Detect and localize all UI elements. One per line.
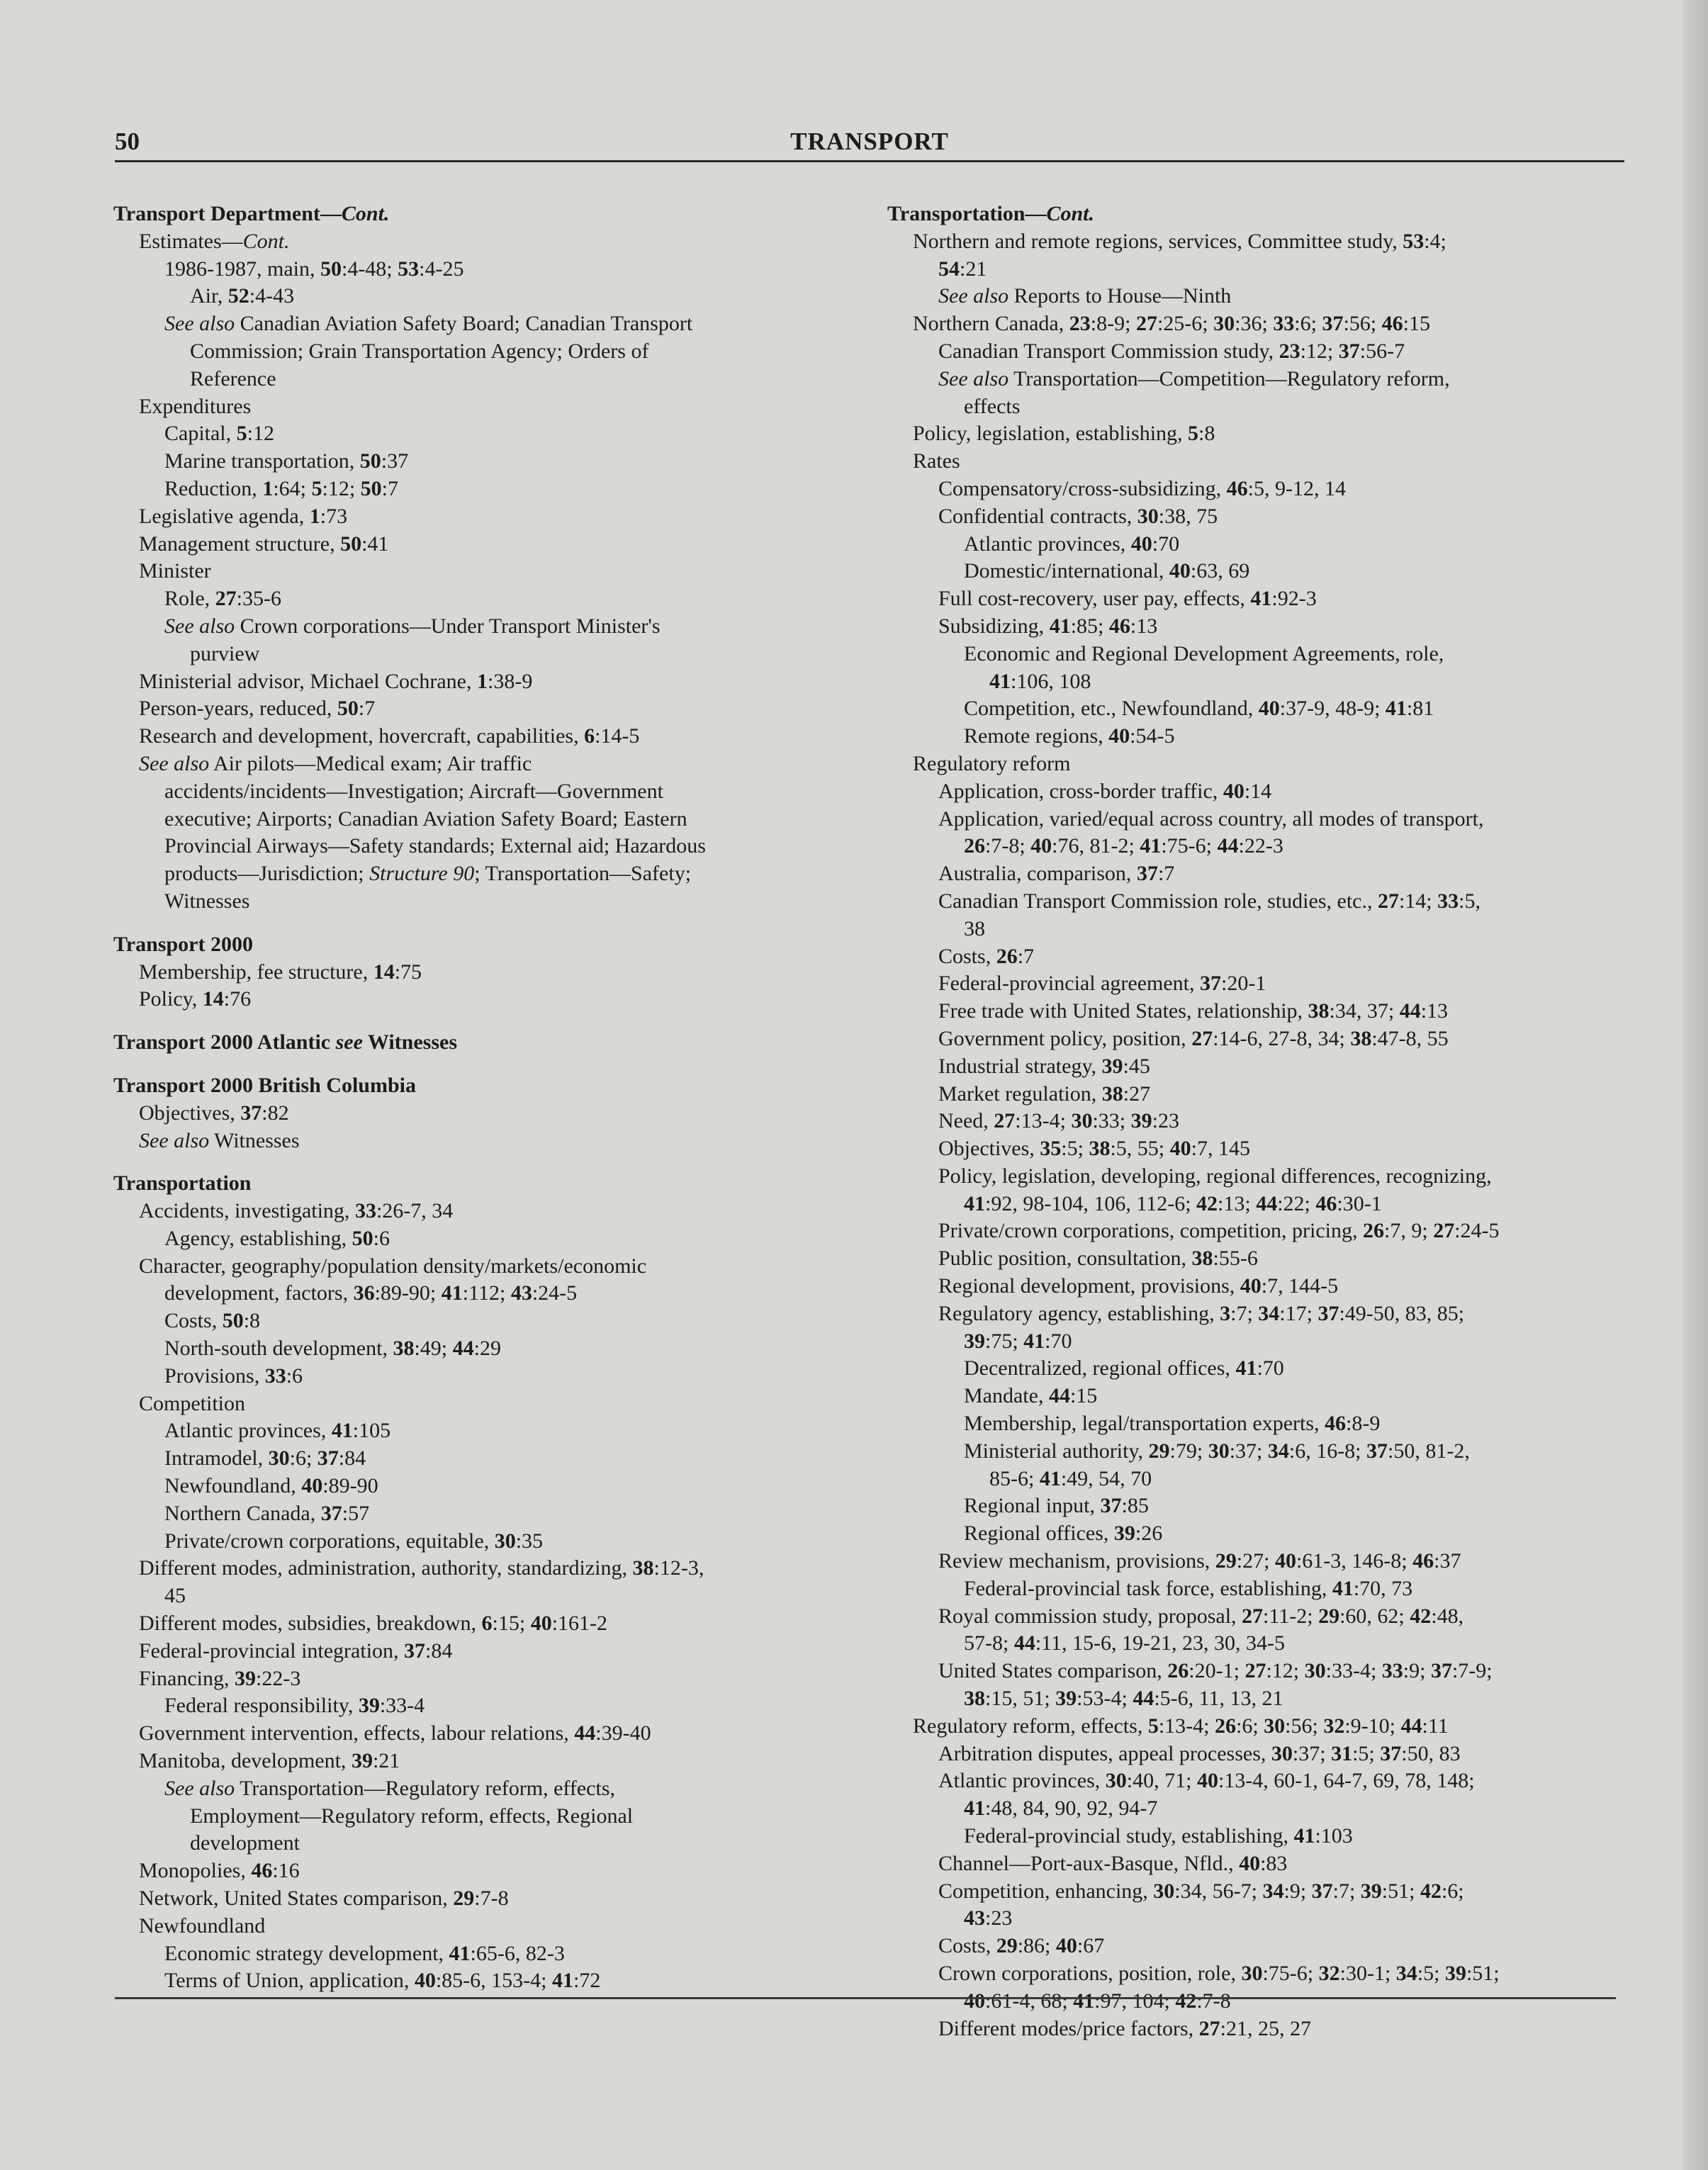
index-column-left [113,201,858,1995]
index-entry: Competition, enhancing, 30:34, 56-7; 34:9; 37:7; 39:51; 42:6; [938,1879,1464,1903]
index-entry: Private/crown corporations, equitable, 30:35 [164,1529,544,1553]
index-entry: 26:7-8; 40:76, 81-2; 41:75-6; 44:22-3 [964,834,1283,858]
index-entry: See also Canadian Aviation Safety Board; Canadian Transport [164,312,693,336]
index-entry: Commission; Grain Transportation Agency; Orders of [190,339,649,363]
index-entry: accidents/incidents—Investigation; Aircraft—Government [164,779,663,803]
index-heading: Transport 2000 Atlantic see Witnesses [113,1030,458,1055]
index-entry: 38:15, 51; 39:53-4; 44:5-6, 11, 13, 21 [964,1687,1283,1711]
index-entry: Network, United States comparison, 29:7-8 [139,1887,509,1911]
index-entry: Regional input, 37:85 [964,1494,1149,1518]
index-entry: Provisions, 33:6 [164,1364,303,1388]
index-entry: Legislative agenda, 1:73 [139,504,348,528]
index-entry: See also Reports to House—Ninth [938,284,1232,308]
index-entry: 41:106, 108 [989,669,1091,693]
index-entry: Federal-provincial task force, establishing, 41:70, 73 [964,1576,1413,1600]
index-entry: Membership, legal/transportation experts, 46:8-9 [964,1412,1381,1436]
index-column-right [887,201,1639,2042]
index-entry: Market regulation, 38:27 [938,1081,1151,1106]
index-entry: Remote regions, 40:54-5 [964,724,1175,748]
index-entry: Northern and remote regions, services, Committee study, 53:4; [913,229,1446,253]
entry-gap [113,1154,858,1170]
index-entry: Different modes, administration, authority, standardizing, 38:12-3, [139,1556,704,1580]
index-entry: executive; Airports; Canadian Aviation Safety Board; Eastern [164,806,687,831]
index-entry: Air, 52:4-43 [190,284,295,308]
index-entry: Reference [190,366,276,390]
index-entry: Atlantic provinces, 40:70 [964,532,1180,556]
index-entry: Competition, etc., Newfoundland, 40:37-9, 48-9; 41:81 [964,697,1434,721]
index-entry: United States comparison, 26:20-1; 27:12; 30:33-4; 33:9; 37:7-9; [938,1659,1493,1683]
index-entry: Policy, legislation, establishing, 5:8 [913,422,1215,446]
index-entry: 39:75; 41:70 [964,1329,1072,1353]
index-heading: Transportation—Cont. [887,202,1094,225]
index-entry: Northern Canada, 37:57 [164,1501,370,1525]
index-entry: Person-years, reduced, 50:7 [139,697,376,721]
index-entry: Private/crown corporations, competition, pricing, 26:7, 9; 27:24-5 [938,1219,1500,1243]
index-entry: See also Transportation—Competition—Regulatory reform, [938,366,1450,390]
index-entry: Government intervention, effects, labour relations, 44:39-40 [139,1721,651,1745]
index-entry: Decentralized, regional offices, 41:70 [964,1356,1284,1381]
entry-gap [113,916,858,931]
index-entry: Financing, 39:22-3 [139,1666,301,1690]
index-entry: 43:23 [964,1906,1013,1930]
entry-gap [113,1057,858,1072]
index-entry: Federal-provincial study, establishing, 41:103 [964,1824,1353,1848]
index-entry: Witnesses [164,889,250,913]
index-entry: Estimates—Cont. [139,229,290,253]
index-entry: Ministerial advisor, Michael Cochrane, 1:38-9 [139,669,533,693]
index-heading: Transport Department—Cont. [113,202,390,225]
index-entry: Objectives, 35:5; 38:5, 55; 40:7, 145 [938,1137,1250,1161]
index-entry: Public position, consultation, 38:55-6 [938,1247,1258,1271]
index-entry: Mandate, 44:15 [964,1384,1098,1408]
index-entry: 57-8; 44:11, 15-6, 19-21, 23, 30, 34-5 [964,1631,1286,1655]
index-entry: Need, 27:13-4; 30:33; 39:23 [938,1109,1179,1133]
index-entry: Royal commission study, proposal, 27:11-2; 29:60, 62; 42:48, [938,1604,1464,1628]
index-entry: See also Crown corporations—Under Transport Minister's [164,614,661,638]
page-number: 50 [115,128,140,155]
index-entry: Policy, legislation, developing, regional differences, recognizing, [938,1164,1492,1188]
index-entry: 85-6; 41:49, 54, 70 [989,1466,1152,1490]
index-entry: Review mechanism, provisions, 29:27; 40:61-3, 146-8; 46:37 [938,1549,1461,1573]
index-entry: Atlantic provinces, 30:40, 71; 40:13-4, 60-1, 64-7, 69, 78, 148; [938,1769,1475,1793]
index-entry: Membership, fee structure, 14:75 [139,960,422,984]
index-entry: See also Witnesses [139,1128,300,1152]
index-entry: Terms of Union, application, 40:85-6, 153-4; 41:72 [164,1969,601,1993]
index-entry: Regulatory reform [913,751,1071,775]
index-entry: Research and development, hovercraft, capabilities, 6:14-5 [139,724,640,748]
index-entry: Intramodel, 30:6; 37:84 [164,1446,366,1471]
index-entry: Federal responsibility, 39:33-4 [164,1694,425,1718]
index-entry: Economic strategy development, 41:65-6, 82-3 [164,1941,565,1965]
index-entry: Competition [139,1391,245,1415]
index-entry: Policy, 14:76 [139,987,252,1011]
index-entry: Application, varied/equal across country, all modes of transport, [938,806,1484,831]
index-entry: Reduction, 1:64; 5:12; 50:7 [164,476,398,500]
index-entry: Regulatory reform, effects, 5:13-4; 26:6; 30:56; 32:9-10; 44:11 [913,1714,1449,1738]
index-entry: 1986-1987, main, 50:4-48; 53:4-25 [164,257,464,281]
index-entry: Accidents, investigating, 33:26-7, 34 [139,1199,454,1223]
index-entry: Different modes/price factors, 27:21, 25, 27 [938,2016,1311,2040]
index-entry: Channel—Port-aux-Basque, Nfld., 40:83 [938,1851,1288,1875]
index-entry: Regional offices, 39:26 [964,1522,1163,1546]
index-entry: 41:48, 84, 90, 92, 94-7 [964,1797,1158,1821]
index-entry: Crown corporations, position, role, 30:75-6; 32:30-1; 34:5; 39:51; [938,1962,1500,1985]
index-entry: Northern Canada, 23:8-9; 27:25-6; 30:36; 33:6; 37:56; 46:15 [913,312,1430,336]
index-entry: Role, 27:35-6 [164,587,281,611]
index-entry: 54:21 [938,257,987,281]
index-entry: Regional development, provisions, 40:7, 144-5 [938,1274,1339,1298]
index-entry: effects [964,394,1021,418]
index-entry: Compensatory/cross-subsidizing, 46:5, 9-12, 14 [938,476,1346,500]
index-entry: 41:92, 98-104, 106, 112-6; 42:13; 44:22; 46:30-1 [964,1191,1382,1215]
index-entry: Costs, 26:7 [938,944,1035,968]
index-entry: Ministerial authority, 29:79; 30:37; 34:6, 16-8; 37:50, 81-2, [964,1439,1470,1463]
index-entry: Regulatory agency, establishing, 3:7; 34:17; 37:49-50, 83, 85; [938,1301,1465,1325]
index-entry: Arbitration disputes, appeal processes, 30:37; 31:5; 37:50, 83 [938,1741,1461,1765]
index-entry: Monopolies, 46:16 [139,1859,300,1883]
index-entry: Costs, 29:86; 40:67 [938,1934,1105,1958]
index-entry: Newfoundland [139,1913,266,1938]
index-entry: Economic and Regional Development Agreements, role, [964,641,1444,665]
index-entry: Provincial Airways—Safety standards; External aid; Hazardous [164,834,706,858]
index-entry: Federal-provincial agreement, 37:20-1 [938,972,1266,996]
index-heading: Transport 2000 British Columbia [113,1073,416,1097]
index-entry: Domestic/international, 40:63, 69 [964,559,1250,583]
index-entry: Government policy, position, 27:14-6, 27-8, 34; 38:47-8, 55 [938,1026,1449,1050]
index-entry: See also Air pilots—Medical exam; Air traffic [139,751,532,775]
index-entry: Atlantic provinces, 41:105 [164,1419,391,1443]
index-entry: Industrial strategy, 39:45 [938,1054,1150,1078]
page-edge [1682,0,1708,2170]
index-entry: Marine transportation, 50:37 [164,449,409,473]
index-entry: development [190,1831,300,1855]
index-heading: Transportation [113,1171,252,1196]
index-entry: Employment—Regulatory reform, effects, Regional [190,1804,634,1828]
index-entry: Rates [913,449,960,473]
index-entry: Objectives, 37:82 [139,1101,289,1125]
index-entry: 45 [164,1584,186,1608]
index-entry: Canadian Transport Commission role, studies, etc., 27:14; 33:5, [938,889,1481,913]
index-entry: Manitoba, development, 39:21 [139,1749,400,1773]
index-entry: Costs, 50:8 [164,1309,261,1333]
index-entry: Newfoundland, 40:89-90 [164,1474,378,1498]
entry-gap [113,1013,858,1029]
index-entry: Different modes, subsidies, breakdown, 6:15; 40:161-2 [139,1612,608,1636]
index-entry: Capital, 5:12 [164,422,274,446]
index-entry: Character, geography/population density/markets/economic [139,1254,647,1278]
index-entry: Federal-provincial integration, 37:84 [139,1638,453,1663]
index-entry: Agency, establishing, 50:6 [164,1226,391,1250]
index-entry: Confidential contracts, 30:38, 75 [938,504,1218,528]
index-entry: Canadian Transport Commission study, 23:12; 37:56-7 [938,339,1405,363]
index-entry: North-south development, 38:49; 44:29 [164,1337,501,1361]
index-entry: Application, cross-border traffic, 40:14 [938,779,1272,803]
index-entry: Free trade with United States, relationship, 38:34, 37; 44:13 [938,999,1449,1023]
index-entry: Minister [139,559,211,583]
index-entry: development, factors, 36:89-90; 41:112; 43:24-5 [164,1281,578,1305]
index-entry: See also Transportation—Regulatory reform, effects, [164,1776,615,1800]
index-entry: Management structure, 50:41 [139,532,389,556]
index-entry: Full cost-recovery, user pay, effects, 41:92-3 [938,587,1317,611]
index-heading: Transport 2000 [113,932,253,956]
index-entry: Expenditures [139,394,252,418]
index-entry: 40:61-4, 68; 41:97, 104; 42:7-8 [964,1989,1231,2013]
index-entry: Subsidizing, 41:85; 46:13 [938,614,1158,638]
page-header [115,120,1624,162]
footer-rule [115,1997,1616,1999]
index-entry: products—Jurisdiction; Structure 90; Transportation—Safety; [164,862,692,886]
index-entry: purview [190,641,260,665]
index-entry: Australia, comparison, 37:7 [938,862,1175,886]
index-entry: 38 [964,916,985,940]
running-head: TRANSPORT [790,128,949,155]
